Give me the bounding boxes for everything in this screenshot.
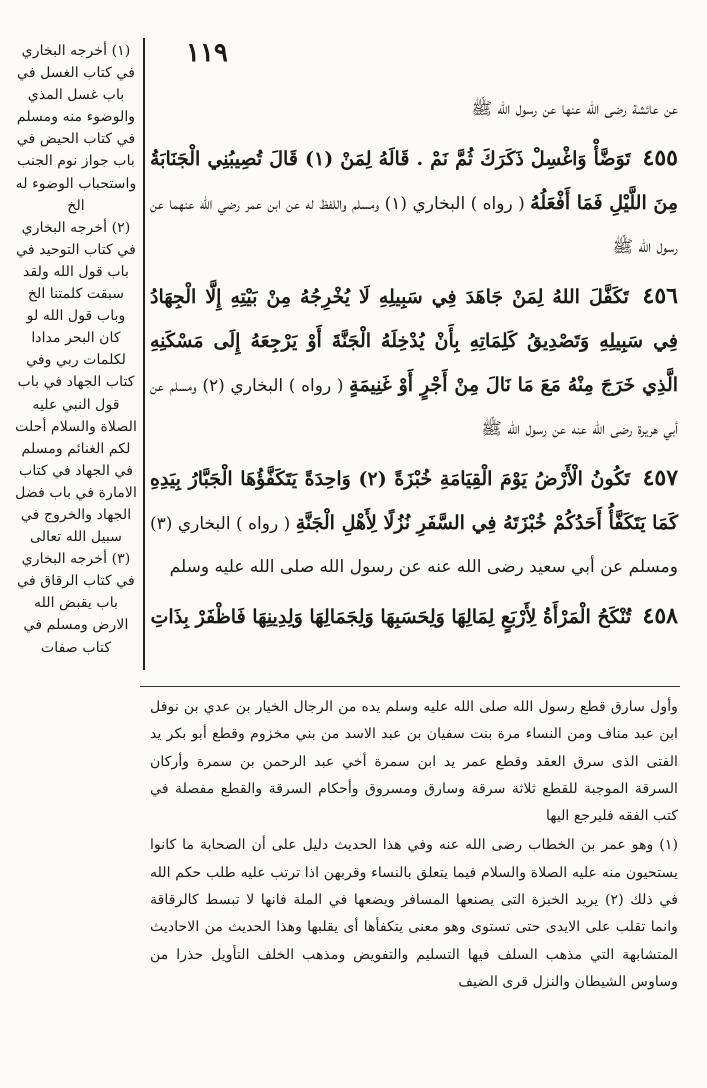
hadith-text: تُنْكَحُ الْمَرْأَةُ لِأَرْبَعٍ لِمَالِهَا وَلِحَسَبِهَا وَلِجَمَالِهَا وَلِدِينِهَا فَاظْفَرْ بِذَاتِ: [150, 606, 632, 628]
hadith-source: ( رواه ) البخاري (٢) ومسلم عن أبي هريرة رضى الله عنه عن رسول الله ﷺ: [150, 376, 678, 439]
page-number: ١١٩: [186, 38, 228, 68]
hadith-number: ٤٥٥: [642, 145, 678, 171]
hadith-entry: [150, 275, 678, 451]
hadith-number: ٤٥٦: [642, 283, 678, 309]
hadith-source: ( رواه ) البخاري (٣) ومسلم عن أبي سعيد رضى الله عنه عن رسول الله صلى الله عليه وسلم: [150, 514, 678, 577]
footnotes: [150, 694, 678, 998]
footnote-paragraph: (١) وهو عمر بن الخطاب رضى الله عنه وفي هذا الحديث دليل على أن الصحابة ما كانوا يستحيون منه عليه الصلاة والسلام فيما يتعلق بالنساء وقربهن اذا ترتب عليه طلب حكم الله في ذلك (٢) يريد الخبزة التى يصنعها المسافر ويضعها في الملة فانها لا تبسط كالرقاقة وانما تقلب على الايدى حتى تستوى وهو معنى يتكفأها أى يقلبها وهذا الحديث من الاحاديث المتشابهة التي مذهب السلف فيها التسليم والتفويض ومذهب الخلف التأويل حذرا من وساوس الشيطان والنزل قرى الضيف: [150, 837, 678, 990]
hadith-text: تَوَضَّأْ وَاغْسِلْ ذَكَرَكَ ثُمَّ نَمْ . قَالَهُ لِمَنْ (١) قَالَ تُصِيبُنِي الْجَنَابَةُ مِنَ اللَّيْلِ فَمَا أَفْعَلُهُ: [150, 148, 679, 214]
hadith-source: ( رواه ) البخاري (١) ومسلم واللفظ له عن ابن عمر رضي الله عنهما عن رسول الله ﷺ: [150, 194, 678, 257]
sidebar-references: [14, 40, 138, 659]
sidebar-note: (٢) أخرجه البخاري في كتاب التوحيد في باب قول الله ولقد سبقت كلمتنا الخ وباب قول الله لو كان البحر مدادا لكلمات ربي وفي كتاب الجهاد في باب قول النبي عليه الصلاة والسلام أحلت لكم الغنائم ومسلم في الجهاد في كتاب الامارة في باب فضل الجهاد والخروج في سبيل الله تعالى: [15, 219, 137, 546]
hadith-entry: [150, 457, 678, 589]
footnote-paragraph: وأول سارق قطع رسول الله صلى الله عليه وسلم يده من الرجال الخيار بن عدي بن نوفل ابن عبد مناف ومن النساء مرة بنت سفيان بن عبد الاسد من بني مخزوم وقطع أبو بكر يد الفتى الذى سرق العقد وقطع عمر يد ابن سمرة أخي عبد الرحمن بن سمرة وأركان السرقة الموجبة للقطع ثلاثة سرقة وسارق ومسروق وأحكام السرقة والقطع مفصلة في كتب الفقه فليرجع اليها: [150, 699, 678, 825]
sidebar-note: (٣) أخرجه البخاري في كتاب الرقاق في باب يقبض الله الارض ومسلم في كتاب صفات: [17, 551, 135, 656]
hadith-entry: [150, 137, 678, 269]
hadith-entry: [150, 595, 678, 640]
hadith-number: ٤٥٧: [642, 465, 679, 491]
hadith-number: ٤٥٨: [642, 603, 678, 629]
vertical-divider: [143, 38, 145, 670]
footnote-divider: [140, 686, 680, 687]
intro-line: عن عائشة رضى الله عنها عن رسول الله ﷺ: [471, 99, 678, 119]
sidebar-note: (١) أخرجه البخاري في كتاب الغسل في باب غسل المذي والوضوء منه ومسلم في كتاب الحيض في باب جواز نوم الجنب واستحباب الوضوء له الخ: [15, 43, 137, 214]
hadith-text: تَكَفَّلَ اللهُ لِمَنْ جَاهَدَ فِي سَبِيلِهِ لَا يُخْرِجُهُ مِنْ بَيْتِهِ إِلَّا الْجِهَادُ فِي سَبِيلِهِ وَتَصْدِيقُ كَلِمَاتِهِ بِأَنْ يُدْخِلَهُ الْجَنَّةَ أَوْ يَرْجِعَهُ إِلَى مَسْكَنِهِ الَّذِي خَرَجَ مِنْهُ مَعَ مَا نَالَ مِنْ أَجْرٍ أَوْ غَنِيمَةٍ: [150, 286, 679, 396]
hadith-text: تَكُونُ الْأَرْضُ يَوْمَ الْقِيَامَةِ خُبْزَةً (٢) وَاحِدَةً يَتَكَفَّؤُهَا الْجَبَّارُ بِيَدِهِ كَمَا يَتَكَفَّأُ أَحَدُكُمْ خُبْزَتَهُ فِي السَّفَرِ نُزُلًا لِأَهْلِ الْجَنَّةِ: [150, 468, 678, 534]
main-text: [150, 88, 678, 646]
